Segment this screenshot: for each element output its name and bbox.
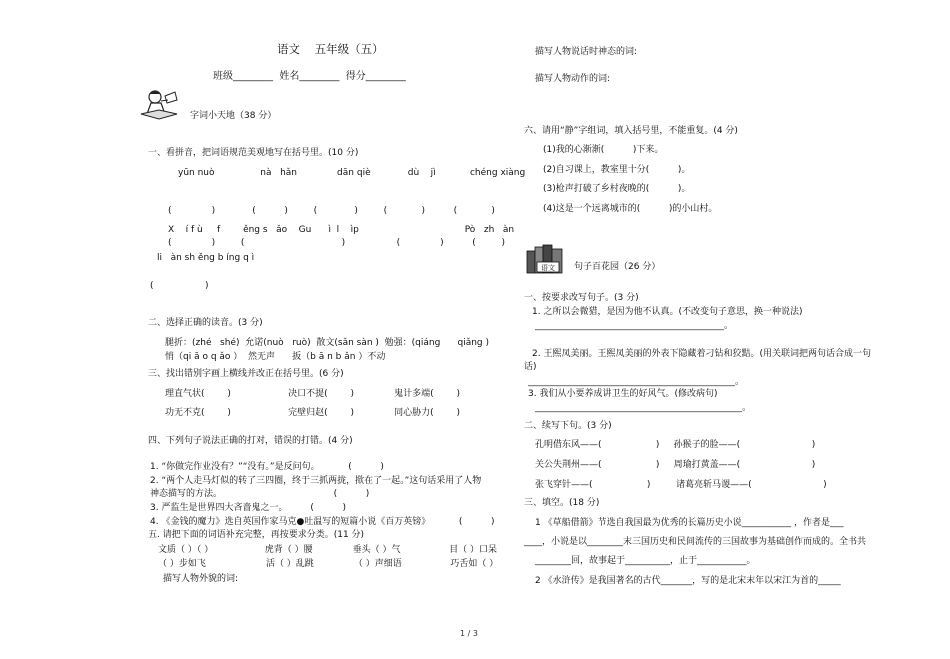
answer-brackets-row-1: ( ) ( ) ( ) ( ) ( ) [168, 206, 495, 216]
rewrite-2: 2. 王熙凤美丽。王熙凤美丽的外表下隐藏着刁钻和狡黠。(用关联词把两句话合成一句 [532, 349, 871, 359]
question-3: 三、找出错别字画上横线并改正在括号里。(6 分) [148, 369, 344, 379]
books-icon-label: 语文 [541, 264, 555, 272]
rewrite-3: 3. 我们从小要养成讲卫生的好风气。(修改病句) [528, 389, 718, 399]
typo-row-1: 理直气状( ) 决口不提( ) 鬼计多端( ) [165, 389, 460, 399]
rewrite-2-answer-line: ______________________________________________。 [528, 377, 745, 387]
reading-child-icon [137, 88, 187, 122]
rewrite-2b: 话) [524, 362, 537, 372]
section-sentence-heading: 句子百花园（26 分） [574, 262, 661, 272]
section-word-heading: 字词小天地（38 分） [190, 111, 277, 121]
typo-row-2: 功无不克( ) 完壁归赵( ) 同心胁力( ) [165, 408, 460, 418]
xiehouyu-row-2: 关公失荆州——( ) 周瑜打黄盖——( ) [535, 460, 816, 470]
page-title: 语文 五年级（五） [277, 42, 384, 56]
rewrite-1-answer-line: __________________________________________。 [535, 321, 734, 331]
fill-sentence-2: (2)自习课上，教室里十分( )。 [543, 165, 691, 175]
fill-sentence-3: (3)枪声打破了乡村夜晚的( )。 [543, 184, 691, 194]
question-1: 一、看拼音，把词语规范美观地写在括号里。(10 分) [148, 148, 359, 158]
category-action: 描写人物动作的词: [535, 74, 611, 84]
xiehouyu-row-1: 孔明借东风——( ) 孙猴子的脸——( ) [535, 440, 816, 450]
pronunciation-line-1: 腿折：(zhé shé) 允诺(nuò ruò) 散文(sǎn sàn ) 勉强：(qiáng qiǎng ) [165, 338, 489, 348]
true-false-1: 1. “你做完作业没有？”“没有。”是反问句。 ( ) [150, 462, 384, 472]
page-number: 1 / 3 [460, 629, 478, 638]
xiehouyu-row-3: 张飞穿针——( ) 诸葛亮斩马谡——( ) [535, 480, 827, 490]
category-appearance: 描写人物外貌的词: [163, 574, 239, 584]
sentence-task-1: 一、按要求改写句子。(3 分) [524, 293, 639, 303]
answer-brackets-row-3: ( ) [150, 281, 209, 291]
fill-blank-1: 1 《草船借箭》节选自我国最为优秀的长篇历史小说___________ ，作者是___ [535, 518, 844, 528]
rewrite-1: 1. 之所以会微猎，是因为他不认真。(不改变句子意思，换一种说法) [532, 307, 803, 317]
true-false-4: 4. 《金钱的魔力》选自英国作家马克●吐温写的短篇小说《百万英镑》 ( ) [150, 517, 495, 527]
question-2: 二、选择正确的读音。(3 分) [148, 318, 263, 328]
question-5: 五. 请把下面的词语补充完整，再按要求分类。(11 分) [148, 530, 365, 540]
answer-brackets-row-2: ( ) ( ) ( ) ( ) [168, 238, 506, 248]
fill-blank-1b: ____，小说是以________末三国历史和民间流传的三国故事为基础创作而成的。全书共 [524, 537, 867, 547]
fill-blank-2: 2 《水浒传》是我国著名的古代_______，写的是北宋末年以宋江为首的_____ [535, 576, 841, 586]
fill-sentence-1: (1)我的心渐渐( )下来。 [543, 145, 664, 155]
rewrite-3-answer-line: ______________________________________________。 [535, 403, 752, 413]
true-false-2: 2. “两个人走马灯似的转了三四圈，终于三抓两拢，揿在了一起。”这句话采用了人物 [150, 476, 482, 486]
sentence-task-2: 二、续写下句。(3 分) [524, 421, 612, 431]
question-6: 六、请用“静”字组词，填入括号里，不能重复。(4 分) [524, 126, 738, 136]
pinyin-row-3: li àn sh ěng b íng q ì [157, 253, 255, 263]
idiom-row-1: 文质（ ）（ ） 虎背（ ）腰 垂头（ ）气 目（ ）口呆 [158, 545, 497, 555]
sentence-task-3: 三、填空。(18 分) [524, 498, 600, 508]
pinyin-row-1: yūn nuò nà hǎn dān qiè dù jì chéng xiàng [178, 168, 526, 178]
pinyin-row-2: X í f ù f ěng s ǎo Gu ì l ìp Pò zh àn [168, 225, 515, 235]
true-false-3: 3. 严监生是世界四大吝啬鬼之一。 ( ) [150, 503, 346, 513]
fill-blank-1c: ________回，故事起于__________，止于___________。 [535, 556, 756, 566]
fill-sentence-4: (4)这是一个远离城市的( )的小山村。 [543, 204, 718, 214]
idiom-row-2: （ ）步如飞 活（ ）乱跳 （ ）声细语 巧舌如（ ） [158, 559, 499, 569]
question-4: 四、下列句子说法正确的打对，错误的打错。(4 分) [148, 436, 353, 446]
books-icon [525, 243, 565, 275]
pronunciation-line-2: 悄（qi ā o q ǎo ） 然无声 扳（b ā n b ǎn ）不动 [165, 352, 386, 362]
student-info-line: 班级________ 姓名________ 得分________ [213, 71, 406, 82]
category-expression: 描写人物说话时神态的词: [535, 47, 638, 57]
true-false-2b: 神态描写的方法。 ( ) [150, 489, 370, 499]
